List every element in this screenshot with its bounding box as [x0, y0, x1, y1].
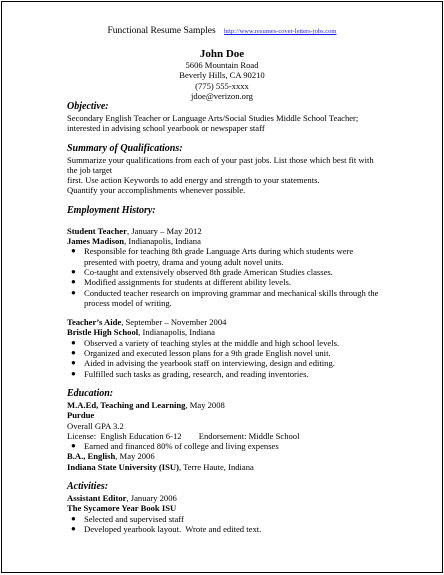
duty-text: Organized and executed lesson plans for a 9th grade English novel unit. — [84, 348, 331, 359]
job1-duties — [67, 246, 439, 308]
list-item-continuation — [84, 298, 439, 308]
bullet-icon: ● — [71, 287, 76, 297]
education-note: Earned and financed 80% of college and living expenses — [84, 441, 279, 452]
list-item — [71, 523, 439, 534]
qualifications-line: first. Use action Keywords to add energy and strength to your statements. — [67, 175, 320, 186]
duty-text: Co-taught and extensively observed 8th grade American Studies classes. — [84, 266, 333, 277]
license-text: License: English Education 6-12 Endorsement: Middle School — [67, 430, 300, 441]
school-line — [67, 462, 439, 472]
duty-text: Responsible for teaching 8th grade Language Arts during which students were — [84, 246, 354, 257]
list-item — [71, 266, 439, 277]
list-item — [71, 513, 439, 524]
objective-line: Secondary English Teacher or Language Arts/Social Studies Middle School Teacher; — [67, 113, 359, 123]
list-item — [71, 246, 439, 257]
bullet-icon: ● — [71, 266, 76, 276]
phone-number: (775) 555-xxxx — [195, 80, 249, 91]
duty-text: process model of writing. — [84, 297, 172, 308]
job-dates: , January – May 2012 — [126, 225, 202, 236]
activity-org: The Sycamore Year Book ISU — [67, 503, 177, 514]
list-item — [71, 348, 439, 359]
bullet-icon: ● — [71, 277, 76, 287]
employer-name: James Madison — [67, 236, 125, 247]
degree-line — [67, 451, 439, 461]
list-item — [71, 277, 439, 288]
page-title: Functional Resume Samples — [107, 26, 216, 36]
job-title-line — [67, 317, 439, 327]
website-link[interactable]: http://www.resumes-cover-letters-jobs.com — [224, 28, 337, 35]
list-item — [71, 287, 439, 298]
school-name: Indiana State University (ISU) — [67, 461, 179, 472]
list-item — [71, 441, 439, 452]
bullet-icon: ● — [71, 358, 76, 368]
employer-location: , Indianapolis, Indiana — [138, 327, 216, 338]
degree-date: , May 2008 — [185, 399, 225, 410]
activity-text: Selected and supervised staff — [84, 513, 184, 524]
resume-body — [67, 101, 439, 534]
duty-text: Fulfilled such tasks as grading, research, and reading inventories. — [84, 368, 309, 379]
education-heading: Education: — [67, 387, 114, 399]
school-name: Purdue — [67, 410, 95, 421]
bullet-icon: ● — [71, 441, 76, 451]
job2-duties — [67, 338, 439, 379]
street-address: 5606 Mountain Road — [185, 60, 259, 70]
employer-line — [67, 327, 439, 337]
qualifications-line: Summarize your qualifications from each of your past jobs. List those which best fit with — [67, 154, 374, 165]
activity-date: , January 2006 — [126, 493, 177, 504]
employer-location: , Indianapolis, Indiana — [124, 236, 201, 247]
list-item — [71, 358, 439, 369]
bullet-icon: ● — [71, 337, 76, 347]
job-title: Teacher’s Aide — [67, 317, 122, 328]
employer-line — [67, 236, 439, 246]
activity-text: Developed yearbook layout. Wrote and edited text. — [84, 523, 262, 534]
duty-text: Aided in advising the yearbook staff on interviewing, design and editing. — [84, 358, 335, 369]
employer-name: Bristle High School — [67, 327, 139, 338]
bullet-icon: ● — [71, 368, 76, 378]
qualifications-line: the job target — [67, 164, 113, 175]
degree-name: M.A.Ed, Teaching and Learning — [67, 399, 186, 410]
objective-heading: Objective: — [67, 101, 109, 112]
bullet-icon: ● — [71, 523, 76, 533]
header-row — [2, 26, 442, 37]
employment-heading: Employment History: — [67, 204, 156, 216]
duty-text: Observed a variety of teaching styles at the middle and high school levels. — [84, 337, 340, 348]
activity-role-line — [67, 493, 439, 503]
duty-text: Conducted teacher research on improving grammar and mechanical skills through the — [84, 287, 379, 298]
activity-list — [67, 514, 439, 535]
city-state-zip: Beverly Hills, CA 90210 — [179, 70, 265, 81]
degree-line — [67, 400, 439, 410]
activity-role: Assistant Editor — [67, 493, 127, 504]
job-title: Student Teacher — [67, 225, 127, 236]
candidate-name: John Doe — [199, 48, 245, 60]
qualifications-line: Quantify your accomplishments whenever possible. — [67, 185, 246, 196]
activities-heading: Activities: — [67, 481, 109, 493]
job-title-line — [67, 226, 439, 236]
gpa-text: Overall GPA 3.2 — [67, 420, 124, 431]
resume-page — [1, 1, 443, 573]
list-item-continuation — [84, 257, 439, 267]
bullet-icon: ● — [71, 348, 76, 358]
list-item — [71, 368, 439, 379]
email-address: jdoe@verizon.org — [191, 91, 253, 102]
objective-line: interested in advising school yearbook or newspaper staff — [67, 123, 265, 134]
list-item — [71, 337, 439, 348]
degree-name: B.A., English — [67, 451, 116, 462]
bullet-icon: ● — [71, 513, 76, 523]
degree-date: , May 2006 — [115, 451, 155, 462]
school-location: , Terre Haute, Indiana — [178, 461, 254, 472]
qualifications-heading: Summary of Qualifications: — [67, 142, 183, 154]
duty-text: presented with poetry, drama and young adult novel units. — [84, 256, 284, 267]
job-dates: , September – November 2004 — [121, 317, 227, 328]
contact-block — [2, 48, 442, 102]
duty-text: Modified assignments for students at different ability levels. — [84, 277, 292, 288]
bullet-icon: ● — [71, 246, 76, 256]
education-list — [67, 441, 439, 451]
